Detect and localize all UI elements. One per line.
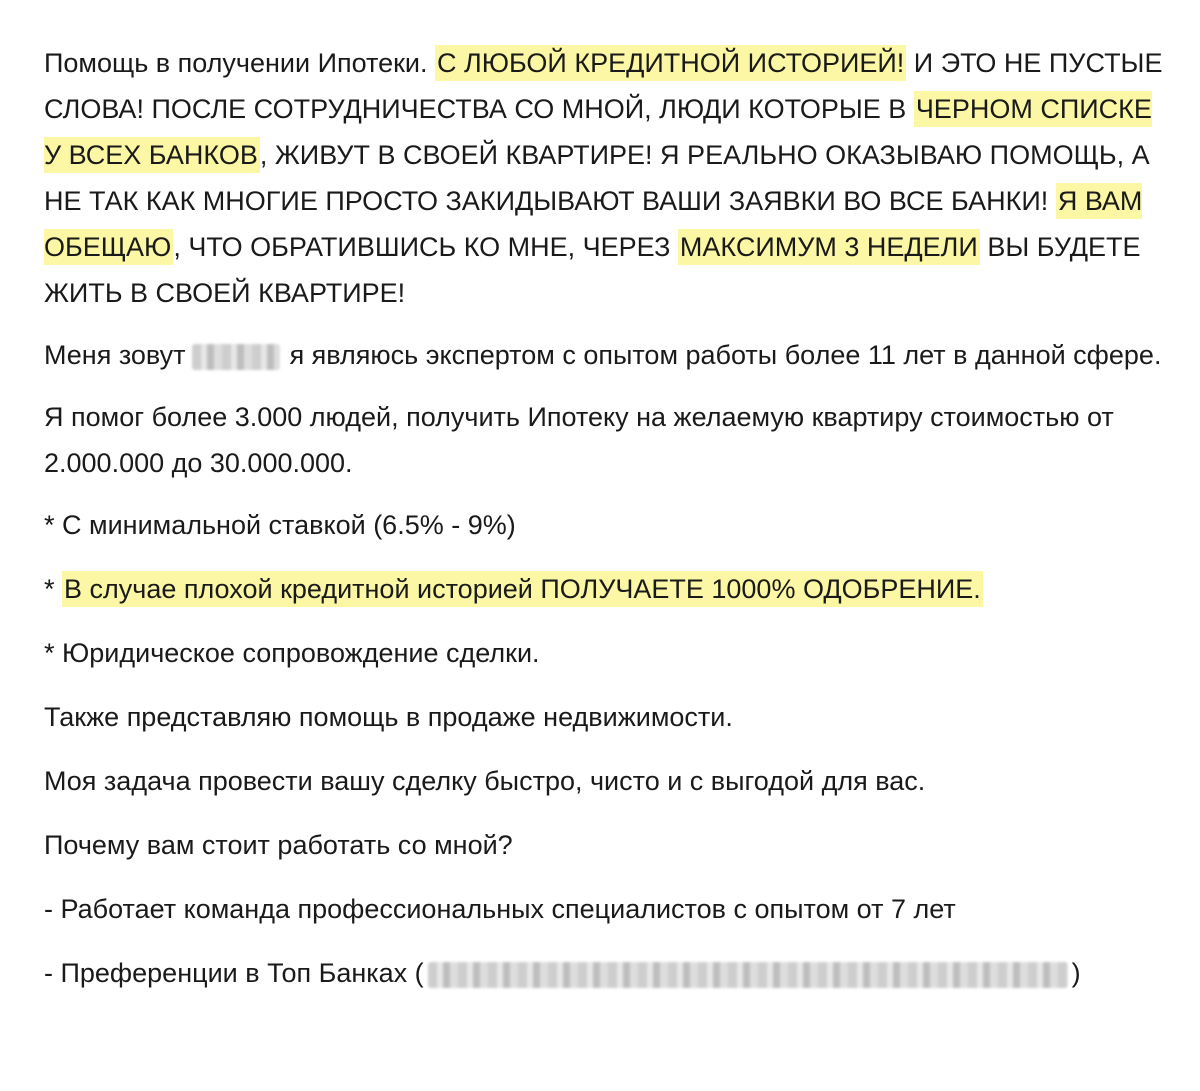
name-after: я являюсь экспертом с опытом работы более 11 лет в данной сфере. bbox=[289, 340, 1162, 370]
highlight-promise: Я ВАМ ОБЕЩАЮ bbox=[44, 183, 1142, 265]
intro-paragraph bbox=[44, 40, 1174, 316]
dash-banks-before: - Преференции в Топ Банках ( bbox=[44, 958, 424, 988]
highlight-three-weeks: МАКСИМУМ 3 НЕДЕЛИ bbox=[678, 229, 980, 265]
highlight-approval: В случае плохой кредитной историей ПОЛУЧАЕТЕ 1000% ОДОБРЕНИЕ. bbox=[62, 571, 983, 607]
intro-text-1: Помощь в получении Ипотеки. bbox=[44, 48, 436, 78]
name-paragraph bbox=[44, 332, 1174, 378]
intro-text-5: ВЫ БУДЕТЕ ЖИТЬ В СВОЕЙ КВАРТИРЕ! bbox=[44, 232, 1141, 308]
highlight-any-credit-history: С ЛЮБОЙ КРЕДИТНОЙ ИСТОРИЕЙ! bbox=[435, 45, 906, 81]
intro-text-4: , ЧТО ОБРАТИВШИСЬ КО МНЕ, ЧЕРЕЗ bbox=[173, 232, 678, 262]
intro-text-3: , ЖИВУТ В СВОЕЙ КВАРТИРЕ! Я РЕАЛЬНО ОКАЗЫВАЮ ПОМОЩЬ, А НЕ ТАК КАК МНОГИЕ ПРОСТО ЗАКИДЫВАЮТ ВАШИ ЗАЯВКИ ВО ВСЕ БАНКИ! bbox=[44, 140, 1150, 216]
name-before: Меня зовут bbox=[44, 340, 186, 370]
blurred-bank-names bbox=[428, 962, 1068, 988]
bullet-legal: * Юридическое сопровождение сделки. bbox=[44, 638, 540, 668]
bullet-prefix: * bbox=[44, 574, 63, 604]
bullet-rate: * С минимальной ставкой (6.5% - 9%) bbox=[44, 510, 516, 540]
dash-banks-after: ) bbox=[1071, 958, 1081, 988]
dash-team: - Работает команда профессиональных специалистов с опытом от 7 лет bbox=[44, 894, 956, 924]
why-heading: Почему вам стоит работать со мной? bbox=[44, 830, 513, 860]
intro-text-2: И ЭТО НЕ ПУСТЫЕ СЛОВА! ПОСЛЕ СОТРУДНИЧЕСТВА СО МНОЙ, ЛЮДИ КОТОРЫЕ В bbox=[44, 48, 1163, 124]
task-paragraph: Моя задача провести вашу сделку быстро, чисто и с выгодой для вас. bbox=[44, 766, 926, 796]
bullet-bad-history bbox=[44, 566, 1174, 612]
helped-paragraph: Я помог более 3.000 людей, получить Ипотеку на желаемую квартиру стоимостью от 2.000.000 до 30.000.000. bbox=[44, 402, 1114, 478]
also-paragraph: Также представляю помощь в продаже недвижимости. bbox=[44, 702, 733, 732]
dash-banks bbox=[44, 950, 1174, 996]
blurred-name bbox=[192, 344, 280, 370]
highlight-blacklist: ЧЕРНОМ СПИСКЕ У ВСЕХ БАНКОВ bbox=[44, 91, 1152, 173]
ad-text bbox=[44, 40, 1174, 1014]
